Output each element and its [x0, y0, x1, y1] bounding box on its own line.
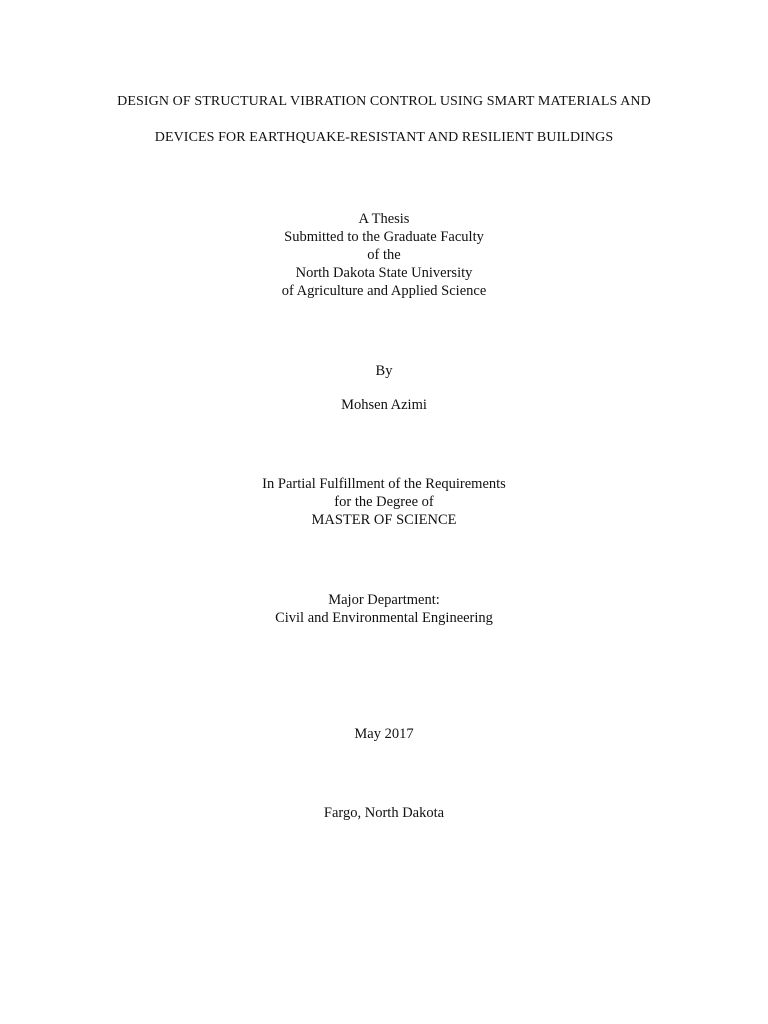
department-label: Major Department:	[328, 592, 440, 608]
thesis-title-line-1: DESIGN OF STRUCTURAL VIBRATION CONTROL USING SMART MATERIALS AND	[117, 94, 651, 109]
author-name: Mohsen Azimi	[341, 397, 427, 413]
document-type: A Thesis	[358, 211, 410, 227]
degree-label: for the Degree of	[334, 494, 434, 510]
thesis-title-line-2: DEVICES FOR EARTHQUAKE-RESISTANT AND RESILIENT BUILDINGS	[154, 130, 614, 145]
fulfillment-statement: In Partial Fulfillment of the Requirements	[262, 476, 506, 492]
submission-date: May 2017	[354, 726, 414, 742]
degree-name: MASTER OF SCIENCE	[311, 512, 457, 528]
department-name: Civil and Environmental Engineering	[275, 610, 493, 626]
location: Fargo, North Dakota	[323, 805, 445, 821]
university-subtitle: of Agriculture and Applied Science	[281, 283, 487, 299]
by-label: By	[375, 363, 393, 379]
submission-of-the: of the	[367, 247, 401, 263]
university-name: North Dakota State University	[295, 265, 473, 281]
submission-statement: Submitted to the Graduate Faculty	[284, 229, 484, 245]
